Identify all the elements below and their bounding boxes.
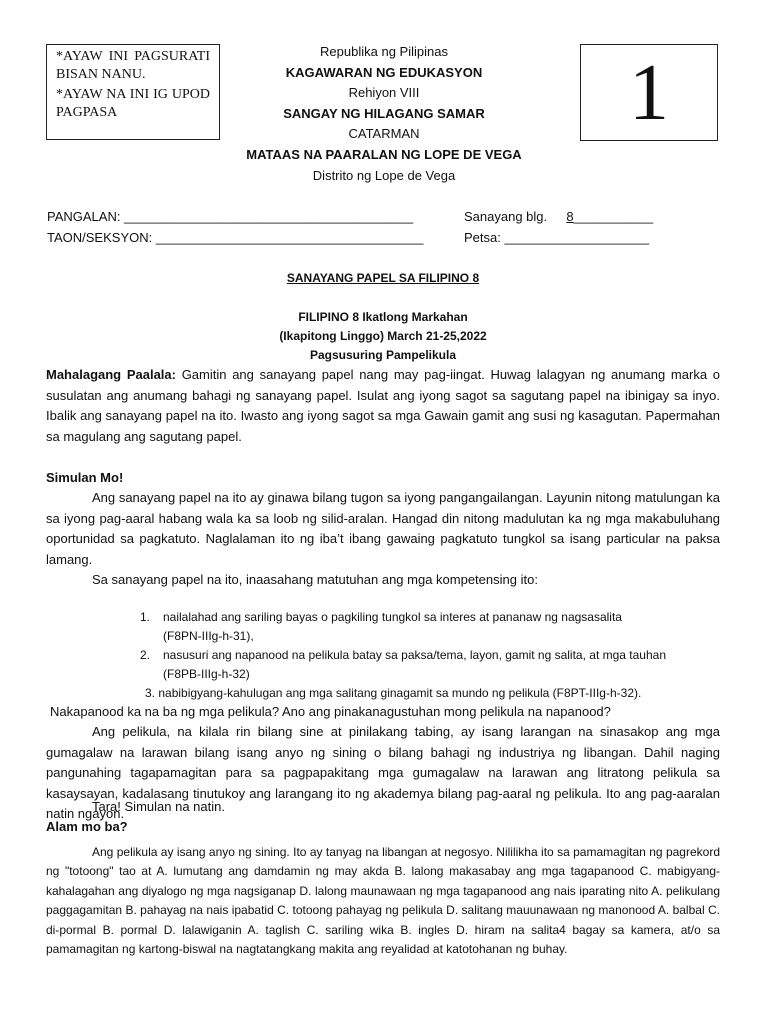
reminder-paragraph	[46, 365, 720, 447]
reminder-label: Mahalagang Paalala:	[46, 367, 176, 382]
question-line: Nakapanood ka na ba ng mga pelikula? Ano ang pinakanagustuhan mong pelikula na napanood?	[50, 704, 611, 719]
header-department: KAGAWARAN NG EDUKASYON	[285, 65, 483, 80]
sanayang-label: Sanayang blg.	[464, 209, 548, 224]
alam-heading: Alam mo ba?	[46, 819, 128, 834]
document-title: SANAYANG PAPEL SA FILIPINO 8	[286, 271, 480, 285]
alam-paragraph	[46, 843, 720, 959]
page-number-box	[580, 44, 718, 141]
name-field: PANGALAN: ________________________________________	[47, 209, 414, 224]
simulan-paragraph-1-text: Ang sanayang papel na ito ay ginawa bilang tugon sa iyong pangangailangan. Layunin nitong matulungan ka sa iyong pag-aaral habang wala ka sa loob ng silid-aralan. Hangad din nitong madulutan ka ng mga makabuluhang oportunidad sa pagkatuto. Naglalaman ito ng iba’t ibang gawaing pagkatuto tungkol sa isang particular na paksa lamang.	[46, 490, 720, 567]
subtitle-line-1: FILIPINO 8 Ikatlong Markahan	[298, 310, 468, 324]
header-division: SANGAY NG HILAGANG SAMAR	[283, 106, 485, 121]
date-field: Petsa: ____________________	[464, 230, 650, 245]
sanayang-blank: ___________	[573, 209, 654, 224]
alam-paragraph-text: Ang pelikula ay isang anyo ng sining. Ito ay tanyag na libangan at negosyo. Nililikha ito sa pamamagitan ng pagrekord ng "totoong" tao at A. lumutang ang damdamin ng may akda B. lalong makasabay ang mga tagapanood C. mabigyang-kahalagahan ang diyalogo ng mga nagsiganap D. lalong maunawaan ng mga tagapanood ang nais iparating nito A. pelikulang paggagamitan B. pahayag na nais ipabatid C. totoong pahayag ng pelikula D. salitang mauunawaan ng manonood A. balbal C. di-pormal B. pormal D. lalawiganin A. taglish C. sariling wika B. ingles D. hiram na salita4 bagay sa kamera, at/o sa pamamagitan ng kartong-biswal na nagtatangkang makita ang reyalidad at katotohanan ng buhay.	[46, 845, 720, 957]
subtitle-line-3: Pagsusuring Pampelikula	[309, 348, 457, 362]
sanayang-value: 8	[566, 209, 574, 224]
simulan-paragraph-2	[46, 570, 720, 591]
warning-line-1: *AYAW INI PAGSURATI BISAN NANU.	[56, 49, 210, 82]
header-region: Rehiyon VIII	[348, 85, 420, 100]
warning-box	[46, 44, 220, 140]
subtitle-line-2: (Ikapitong Linggo) March 21-25,2022	[279, 329, 487, 343]
competency-3-text: nabibigyang-kahulugan ang mga salitang ginagamit sa mundo ng pelikula (F8PT-IIIg-h-32).	[158, 686, 642, 700]
warning-line-2: *AYAW NA INI IG UPOD PAGPASA	[56, 87, 210, 120]
competency-1-code: (F8PN-IIIg-h-31),	[163, 629, 254, 643]
year-section-field: TAON/SEKSYON: _____________________________________	[47, 230, 424, 245]
header-town: CATARMAN	[348, 126, 420, 141]
competency-2-text: nasusuri ang napanood na pelikula batay sa paksa/tema, layon, gamit ng salita, at mga tauhan	[163, 648, 666, 662]
competency-3-number: 3.	[145, 686, 156, 700]
competency-2-code: (F8PB-IIIg-h-32)	[163, 667, 250, 681]
tara-line	[46, 797, 720, 818]
tara-text: Tara! Simulan na natin.	[92, 799, 225, 814]
competency-1-number: 1.	[140, 610, 151, 624]
header-district: Distrito ng Lope de Vega	[312, 168, 456, 183]
simulan-paragraph-2-text: Sa sanayang papel na ito, inaasahang matutuhan ang mga kompetensing ito:	[92, 572, 538, 587]
competency-1-text: nailalahad ang sariling bayas o pagkiling tungkol sa interes at pananaw ng nagsasalita	[163, 610, 622, 624]
competency-2-number: 2.	[140, 648, 151, 662]
reminder-text: Gamitin ang sanayang papel nang may pag-iingat. Huwag lalagyan ng anumang marka o susulatan ang anumang bahagi ng sanayang papel. Isulat ang iyong sagot sa sagutang papel na ibinigay sa inyo. Ibalik ang sanayang papel na ito. Iwasto ang iyong sagot sa mga Gawain gamit ang susi ng kasagutan. Papermahan sa magulang ang sagutang papel.	[46, 367, 720, 444]
header-school: MATAAS NA PAARALAN NG LOPE DE VEGA	[246, 147, 522, 162]
header-republic: Republika ng Pilipinas	[320, 44, 448, 59]
simulan-heading: Simulan Mo!	[46, 470, 124, 485]
simulan-paragraph-1	[46, 488, 720, 570]
sanayang-number-field	[464, 208, 653, 226]
pelikula-paragraph-text: Ang pelikula, na kilala rin bilang sine at pinilakang tabing, ay isang larangan na sinasakop ang mga gumagalaw na larawan bilang isang anyo ng sining o bilang bahagi ng industriya ng libangan. Dahil naging pangunahing tagapamagitan para sa pagpapakitang mga gumagalaw na larawan ang litratong pelikula sa kasaysayan, kadalasang tinutukoy ang larangang ito ng akademya bilang pag-aaral ng pelikula. Ito ang pag-aaralan natin ngayon.	[46, 724, 720, 821]
competency-3	[145, 684, 725, 703]
page-number: 1	[629, 48, 669, 137]
